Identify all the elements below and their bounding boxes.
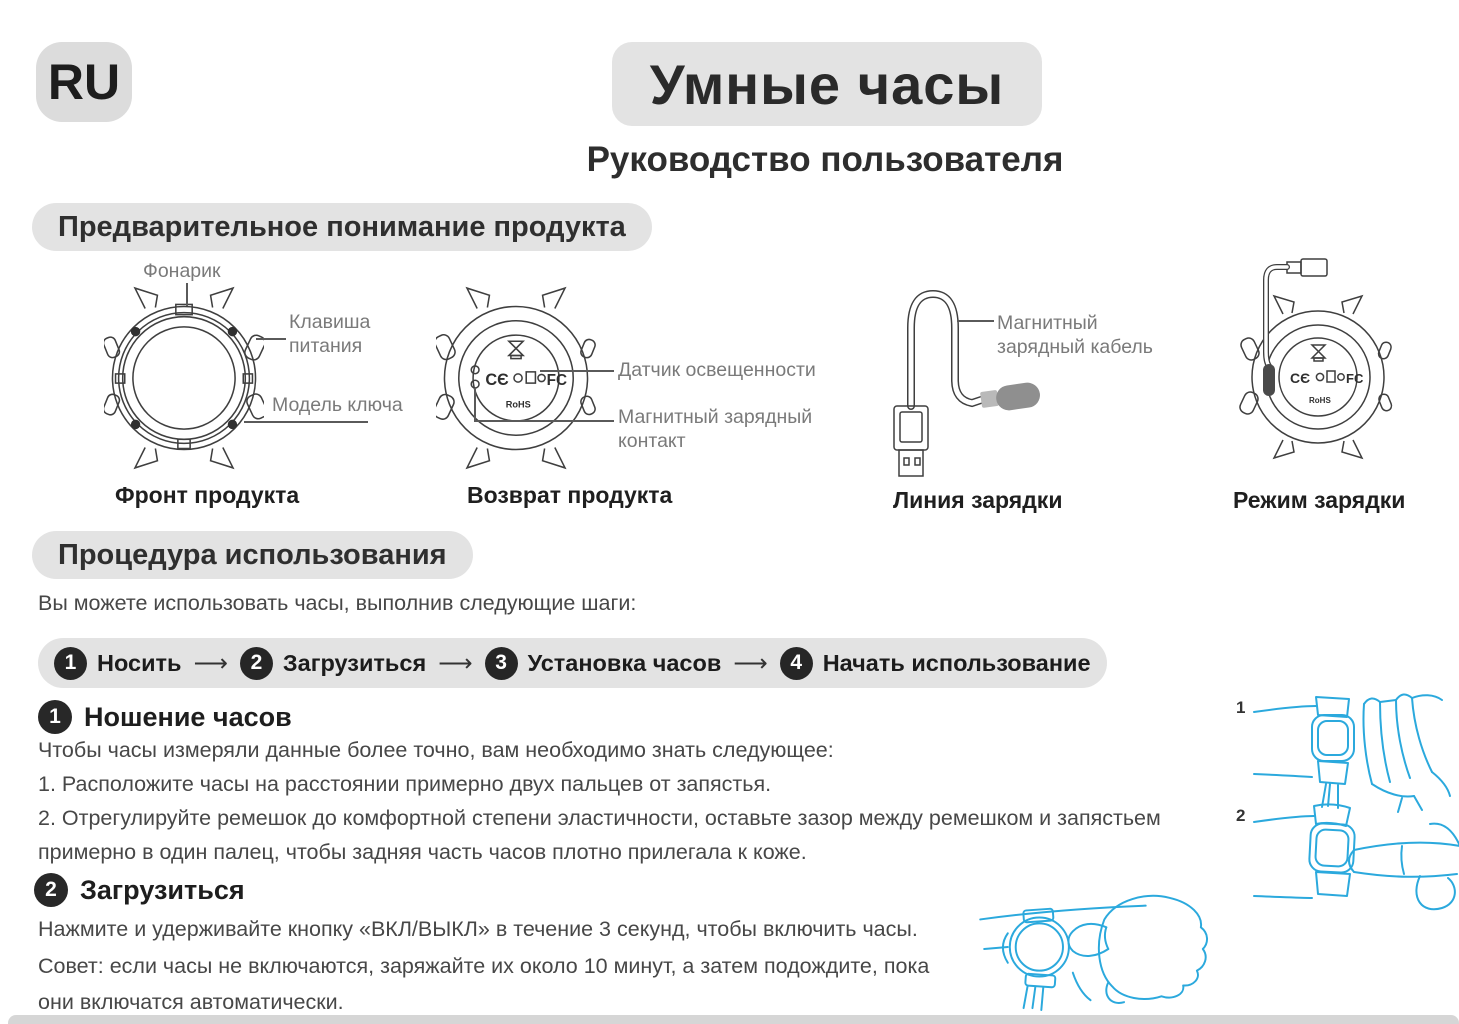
wear-step-2a: 2. Отрегулируйте ремешок до комфортной степени эластичности, оставьте зазор между ремешком и запястьем — [38, 806, 1161, 830]
wrist-illustration-1 — [1252, 692, 1452, 814]
caption-cable: Линия зарядки — [893, 487, 1063, 513]
page-title: Умные часы — [612, 42, 1042, 126]
weee-icon — [509, 341, 523, 355]
label-flashlight: Фонарик — [143, 260, 221, 282]
step-2-number: 2 — [240, 647, 273, 680]
label-power-button: Клавиша питания — [289, 311, 371, 357]
step-3-label: Установка часов — [527, 649, 722, 676]
arrow-icon: ⟶ — [733, 649, 768, 677]
boot-section-header — [34, 873, 245, 907]
procedure-intro: Вы можете использовать часы, выполнив следующие шаги: — [38, 591, 637, 615]
boot-line-3: они включатся автоматически. — [38, 990, 344, 1014]
watch-front-diagram — [104, 284, 264, 472]
step-1-number: 1 — [54, 647, 87, 680]
label-charge-contact: Магнитный зарядный контакт — [618, 406, 813, 452]
boot-section-body — [38, 917, 929, 1015]
ce-mark: CЄ — [485, 371, 509, 390]
wear-intro: Чтобы часы измеряли данные более точно, вам необходимо знать следующее: — [38, 738, 834, 762]
figure-1-number: 1 — [1236, 698, 1246, 717]
callout-power-button — [256, 338, 286, 340]
ce-mark-charging: CЄ — [1290, 370, 1311, 386]
step-1-label: Носить — [97, 649, 182, 676]
boot-section-title: Загрузиться — [80, 874, 245, 905]
wear-section-header — [38, 700, 292, 734]
boot-section-number: 2 — [34, 873, 68, 907]
page-subtitle: Руководство пользователя — [586, 140, 1064, 179]
watch-back-diagram — [436, 284, 596, 472]
boot-line-2: Совет: если часы не включаются, заряжайте их около 10 минут, а затем подождите, пока — [38, 954, 930, 978]
hand-press-illustration — [978, 884, 1210, 1014]
magnetic-tip — [1263, 364, 1275, 396]
step-4-label: Начать использование — [822, 649, 1091, 676]
callout-charge-contact-h — [474, 420, 614, 422]
charge-contact-dot — [471, 380, 479, 388]
charging-mode-diagram — [1237, 256, 1407, 468]
step-2-label: Загрузиться — [282, 649, 427, 676]
label-magnetic-cable: Магнитный зарядный кабель — [997, 312, 1153, 358]
language-badge: RU — [36, 42, 132, 122]
wear-section-body — [38, 738, 1161, 865]
wrist-illustration-2 — [1252, 798, 1459, 920]
fcc-mark: FC — [546, 372, 568, 390]
fcc-mark-charging: FC — [1346, 371, 1364, 386]
section-heading-procedure: Процедура использования — [32, 531, 473, 579]
cable-neck — [980, 390, 999, 408]
callout-key-model — [244, 421, 368, 423]
rohs-mark: RoHS — [505, 399, 531, 410]
arrow-icon: ⟶ — [438, 649, 473, 677]
charging-cable-diagram — [872, 270, 1042, 482]
steps-bar — [38, 638, 1107, 688]
caption-back: Возврат продукта — [467, 482, 673, 508]
caption-charging: Режим зарядки — [1233, 487, 1406, 513]
wear-section-title: Ношение часов — [84, 701, 292, 732]
magnetic-head — [995, 381, 1042, 412]
label-light-sensor: Датчик освещенности — [618, 359, 816, 381]
callout-light-sensor — [540, 370, 614, 372]
wear-step-1: 1. Расположите часы на расстоянии примерно двух пальцев от запястья. — [38, 772, 772, 796]
figure-2-number: 2 — [1236, 806, 1246, 825]
arrow-icon: ⟶ — [193, 649, 228, 677]
wear-section-number: 1 — [38, 700, 72, 734]
step-4-number: 4 — [780, 647, 813, 680]
wear-step-2b: примерно в один палец, чтобы задняя часть часов плотно прилегала к коже. — [38, 840, 807, 864]
step-3-number: 3 — [485, 647, 518, 680]
next-section-cutoff-bar — [8, 1015, 1459, 1024]
rohs-mark-charging: RoHS — [1309, 396, 1331, 405]
callout-flashlight — [186, 283, 188, 306]
section-heading-overview: Предварительное понимание продукта — [32, 203, 652, 251]
callout-magnetic-cable — [957, 320, 994, 322]
boot-line-1: Нажмите и удерживайте кнопку «ВКЛ/ВЫКЛ» в течение 3 секунд, чтобы включить часы. — [38, 917, 918, 941]
label-key-model: Модель ключа — [272, 394, 403, 416]
caption-front: Фронт продукта — [115, 482, 300, 508]
callout-charge-contact-v — [474, 388, 476, 421]
